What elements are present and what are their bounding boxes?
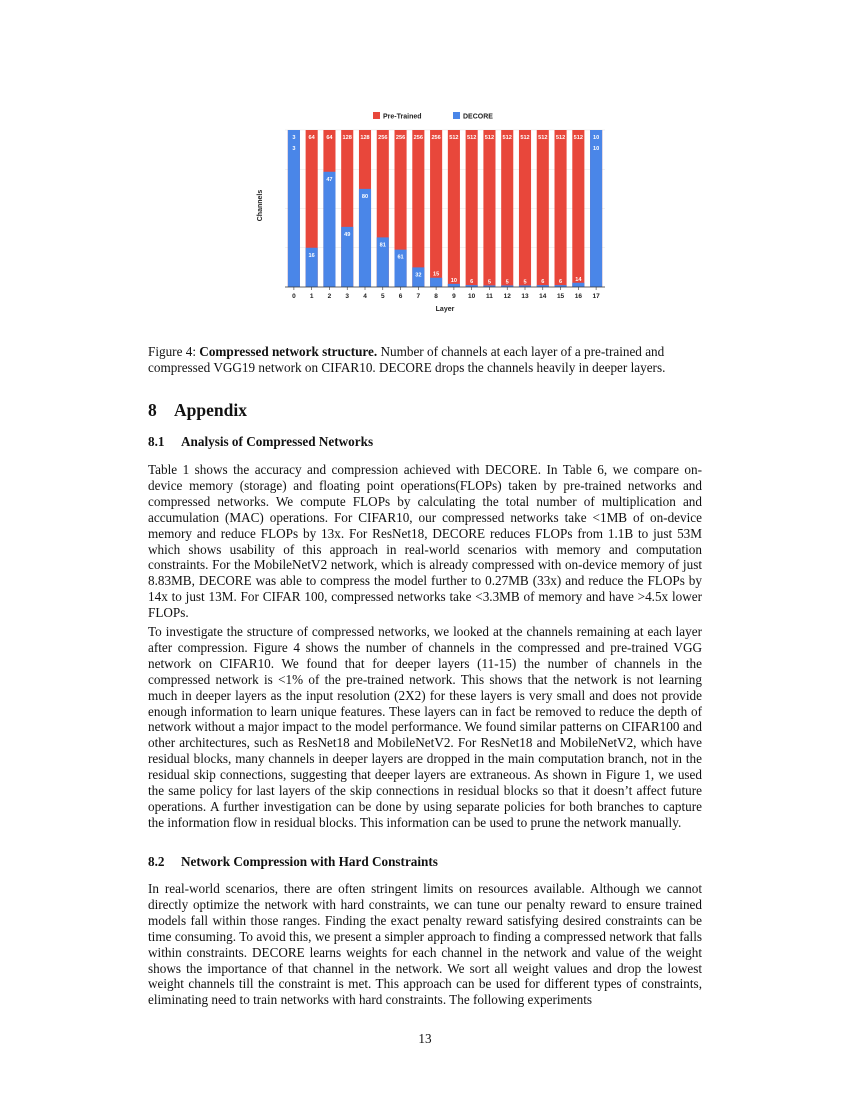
paragraph-2: To investigate the structure of compressed networks, we looked at the channels remaining at each layer after compression. Figure 4 shows the number of channels in the compressed and pre-trained VGG network on CIFAR10. We found that for deeper layers (11-15) the number of channels in the compressed network is <1% of the pre-trained network. This shows that the network is not learning much in deeper layers as the input resolution (2X2) for these layers is very small and does not provide enough information to learn unique features. These layers can in fact be removed to reduce the depth of network without a major impact to the model performance. We found similar patterns on CIFAR100 and other architectures, such as ResNet18 and MobileNetV2. For ResNet18 and MobileNetV2, which have residual blocks, many channels in deeper layers are dropped in the main computation branch, not in the residual skip connections, suggesting that deeper layers are extraneous. As shown in Figure 1, we used the same policy for last layers of the skip connections in residual blocks so that it doesn’t affect future operations. A further investigation can be done by using separate policies for both branches to capture the information flow in residual blocks. This information can be used to prune the network manually. (148, 624, 702, 830)
bar-pretrained-15 (555, 130, 567, 287)
subsection-heading-8-1 (148, 434, 373, 450)
paragraph-3: In real-world scenarios, there are often stringent limits on resources available. Although we cannot directly optimize the network with hard constraints, we can tune our penalty reward to ensure trained models fall within those ranges. Finding the exact penalty reward satisfying desired constraints can be time consuming. To avoid this, we present a simpler approach to finding a compressed network that falls within constraints. DECORE learns weights for each channel in the network and value of the weight shows the importance of that channel in the network. We sort all weight values and drop the lowest weight channels till the constraint is met. This approach can be used for different types of constraints, eliminating need to train networks with hard constraints. The following experiments (148, 881, 702, 1008)
x-tick-label-7: 7 (416, 293, 421, 300)
label-pretrained-8: 256 (431, 135, 441, 141)
paragraph-1: Table 1 shows the accuracy and compression achieved with DECORE. In Table 6, we compare on-device memory (storage) and floating point operations(FLOPs) taken by pre-trained networks and compressed networks. We compute FLOPs by calculating the total number of multiplication and accumulation (MAC) operations. For CIFAR10, our compressed networks take <1MB of on-device memory and reduce FLOPs by 13x. For ResNet18, DECORE reduces FLOPs from 1.1B to just 53M which shows usability of this approach in real-world scenarios with memory and computation constraints. For the MobileNetV2 network, which is already compressed with on-device memory of just 8.83MB, DECORE was able to compress the model further to 0.27MB (33x) and reduce the FLOPs by 14x to just 13M. For CIFAR 100, compressed networks take <3.3MB of memory and have >4.5x lower FLOPs. (148, 462, 702, 621)
bar-decore-4 (359, 189, 371, 287)
label-decore-0: 3 (292, 146, 296, 152)
label-pretrained-1: 64 (308, 135, 315, 141)
x-tick-label-3: 3 (345, 293, 350, 300)
label-pretrained-2: 64 (326, 135, 333, 141)
x-tick-label-12: 12 (503, 293, 511, 300)
label-pretrained-0: 3 (292, 135, 296, 141)
subsection-heading-8-2 (148, 854, 438, 870)
y-axis-label: Channels (257, 189, 264, 222)
bar-decore-17 (590, 130, 602, 287)
label-pretrained-12: 512 (502, 135, 512, 141)
subsection-number: 8.2 (148, 854, 165, 869)
x-tick-label-11: 11 (486, 293, 493, 300)
x-tick-label-10: 10 (468, 293, 476, 300)
label-decore-16: 14 (575, 276, 582, 283)
bar-pretrained-13 (519, 130, 531, 287)
label-decore-7: 32 (415, 272, 422, 279)
x-tick-label-14: 14 (539, 293, 547, 300)
label-decore-11: 5 (487, 279, 492, 286)
label-pretrained-7: 256 (413, 135, 424, 141)
bar-pretrained-7 (412, 130, 424, 287)
label-decore-17: 10 (592, 146, 600, 152)
label-decore-8: 15 (432, 271, 440, 278)
x-tick-label-15: 15 (556, 293, 565, 300)
label-pretrained-9: 512 (449, 135, 459, 141)
label-pretrained-11: 512 (484, 135, 495, 141)
x-tick-label-9: 9 (452, 293, 456, 300)
x-axis-label: Layer (435, 306, 455, 313)
label-decore-3: 49 (344, 231, 351, 238)
section-title: Appendix (174, 400, 247, 420)
bar-pretrained-10 (466, 130, 478, 287)
label-decore-1: 16 (308, 252, 315, 259)
label-pretrained-14: 512 (538, 135, 548, 141)
label-pretrained-15: 512 (555, 135, 566, 141)
x-tick-label-17: 17 (592, 293, 600, 300)
section-number: 8 (148, 400, 157, 420)
label-decore-10: 6 (470, 279, 474, 286)
bar-decore-2 (323, 172, 335, 287)
x-tick-label-16: 16 (574, 293, 582, 300)
bar-decore-16 (572, 283, 584, 287)
figure-caption (148, 344, 702, 376)
x-tick-label-5: 5 (380, 293, 385, 300)
label-decore-13: 5 (523, 279, 527, 286)
bar-pretrained-9 (448, 130, 460, 287)
page-number: 13 (418, 1031, 432, 1046)
bar-decore-0 (288, 130, 300, 287)
legend-label-1: DECORE (463, 113, 493, 121)
subsection-number: 8.1 (148, 434, 165, 449)
label-decore-5: 81 (379, 242, 386, 249)
bar-decore-8 (430, 278, 442, 287)
bar-decore-9 (448, 284, 460, 287)
label-decore-4: 80 (361, 193, 369, 200)
x-tick-label-4: 4 (363, 293, 367, 300)
x-tick-label-6: 6 (398, 293, 403, 300)
x-tick-label-2: 2 (327, 293, 332, 300)
bar-pretrained-16 (572, 130, 584, 287)
label-pretrained-4: 128 (360, 135, 370, 141)
x-tick-label-0: 0 (292, 293, 296, 300)
label-pretrained-16: 512 (573, 135, 584, 141)
caption-rest: Number of channels at each layer of a pre-trained and compressed VGG19 network on CIFAR10. DECORE drops the channels heavily in deeper layers. (148, 344, 666, 375)
label-pretrained-17: 10 (592, 135, 600, 141)
bar-pretrained-12 (501, 130, 513, 287)
x-tick-label-1: 1 (309, 293, 314, 300)
label-pretrained-13: 512 (520, 135, 530, 141)
label-decore-14: 6 (541, 279, 545, 286)
section-heading (148, 400, 247, 421)
label-pretrained-6: 256 (395, 135, 406, 141)
label-pretrained-3: 128 (342, 135, 352, 141)
caption-bold: Compressed network structure. (199, 344, 378, 359)
bar-pretrained-8 (430, 130, 442, 287)
label-decore-6: 61 (397, 254, 404, 261)
subsection-title: Network Compression with Hard Constraints (181, 854, 438, 869)
x-tick-label-8: 8 (434, 293, 438, 300)
label-pretrained-10: 512 (466, 135, 477, 141)
x-tick-label-13: 13 (521, 293, 529, 300)
chart-legend (373, 112, 493, 121)
label-decore-15: 6 (558, 279, 563, 286)
bar-pretrained-14 (537, 130, 549, 287)
legend-swatch-0 (373, 112, 380, 119)
channels-bar-chart (240, 103, 620, 318)
bar-pretrained-11 (483, 130, 495, 287)
label-decore-9: 10 (450, 277, 458, 284)
label-pretrained-5: 256 (378, 135, 388, 141)
caption-prefix: Figure 4: (148, 344, 200, 359)
legend-label-0: Pre-Trained (383, 113, 422, 121)
label-decore-2: 47 (326, 176, 333, 183)
label-decore-12: 5 (505, 279, 509, 286)
subsection-title: Analysis of Compressed Networks (181, 434, 374, 449)
legend-swatch-1 (453, 112, 460, 119)
